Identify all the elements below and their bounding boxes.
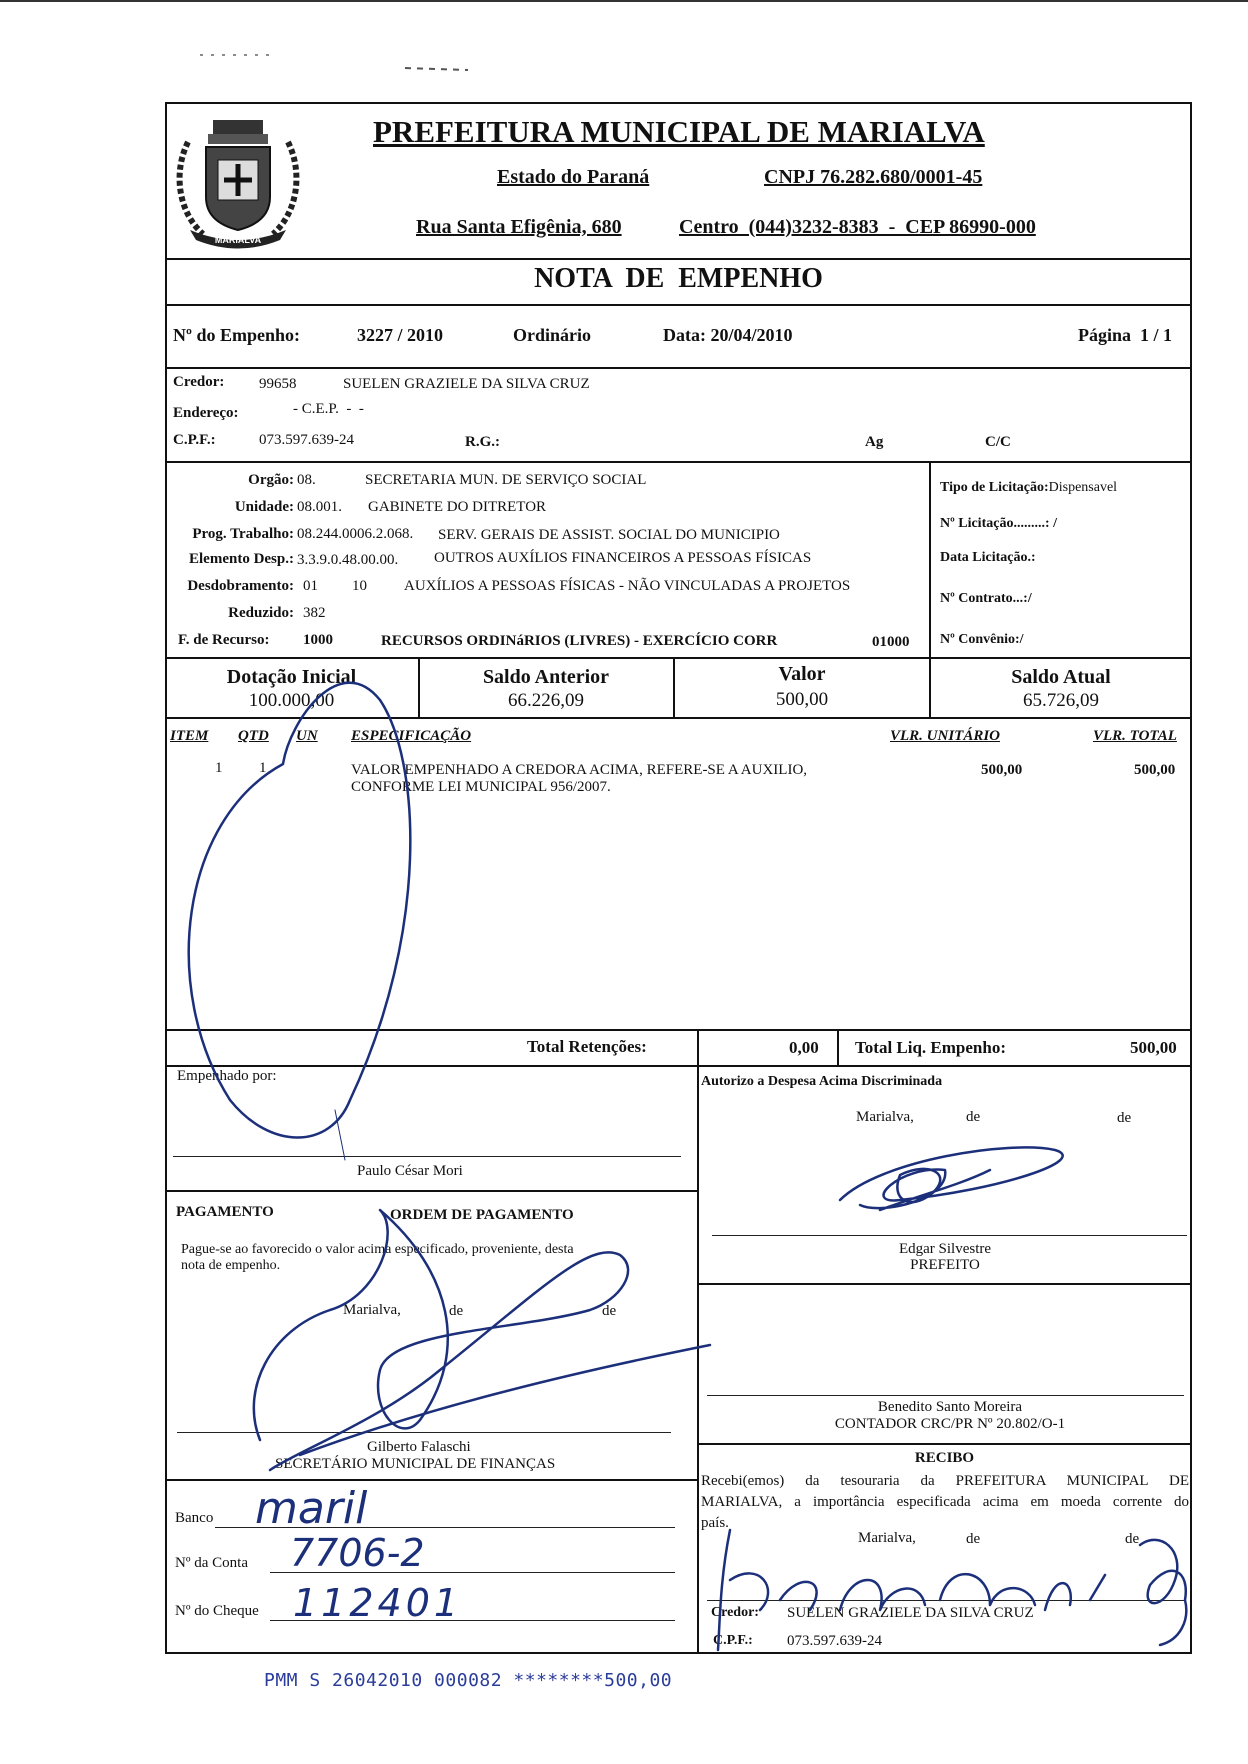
convenio-number: Nº Convênio:/ [940, 632, 1024, 647]
payment-stamp: PMM S 26042010 000082 ********500,00 [264, 1670, 673, 1691]
row-spec-line1: VALOR EMPENHADO A CREDORA ACIMA, REFERE-SE A AUXILIO, [351, 762, 808, 778]
credor-code: 99658 [259, 376, 297, 392]
contrato-number: Nº Contrato...:/ [940, 591, 1032, 606]
col-qtd-header: QTD [238, 728, 269, 744]
prog-desc: SERV. GERAIS DE ASSIST. SOCIAL DO MUNICIPIO [438, 527, 780, 543]
empenho-type: Ordinário [513, 325, 592, 345]
col-total-header: VLR. TOTAL [1093, 728, 1177, 744]
recibo-title: RECIBO [914, 1450, 975, 1466]
pagamento-text-line2: nota de empenho. [181, 1258, 281, 1273]
coat-of-arms-icon [168, 112, 308, 252]
recibo-city: Marialva, [858, 1530, 916, 1546]
cpf-label: C.P.F.: [173, 432, 216, 448]
cnpj-label: CNPJ 76.282.680/0001-45 [764, 166, 983, 188]
banco-handwritten: maril [255, 1483, 368, 1534]
row-spec-line2: CONFORME LEI MUNICIPAL 956/2007. [351, 779, 611, 795]
licitacao-type-label: Tipo de Licitação: [940, 480, 1049, 495]
scan-marks [0, 0, 1248, 100]
contador-name: Benedito Santo Moreira [877, 1399, 1023, 1415]
dotacao-label: Dotação Inicial [226, 666, 357, 688]
empenho-number-label: Nº do Empenho: [173, 325, 300, 345]
recibo-de2: de [1125, 1531, 1140, 1547]
autorizo-de1: de [966, 1109, 981, 1125]
contador-role: CONTADOR CRC/PR Nº 20.802/O-1 [834, 1416, 1066, 1432]
cheque-label: Nº do Cheque [175, 1603, 259, 1619]
total-liquido-label: Total Liq. Empenho: [855, 1038, 1006, 1057]
col-spec-header: ESPECIFICAÇÃO [351, 728, 472, 744]
row-item: 1 [215, 760, 223, 776]
coat-of-arms-text: MARIALVA [214, 235, 262, 245]
recurso-desc: RECURSOS ORDINáRIOS (LIVRES) - EXERCÍCIO CORR [381, 633, 778, 649]
cc-label: C/C [985, 434, 1011, 450]
elem-label: Elemento Desp.: [189, 551, 294, 567]
prefeito-name: Edgar Silvestre [898, 1241, 992, 1257]
recibo-line1: Recebi(emos) da tesouraria da PREFEITURA MUNICIPAL DE [701, 1473, 1189, 1489]
rg-label: R.G.: [465, 434, 500, 450]
col-un-header: UN [296, 728, 318, 744]
address-label: Rua Santa Efigênia, 680 [416, 216, 622, 238]
desd-code2: 10 [352, 578, 367, 594]
pagamento-text-line1: Pague-se ao favorecido o valor acima especificado, proveniente, desta [181, 1242, 574, 1257]
address-field-label: Endereço: [173, 405, 239, 421]
orgao-code: 08. [297, 472, 316, 488]
desd-label: Desdobramento: [187, 578, 294, 594]
row-total-value: 500,00 [1134, 762, 1176, 778]
total-retencoes-label: Total Retenções: [527, 1037, 647, 1056]
financas-name: Gilberto Falaschi [367, 1439, 471, 1455]
empenho-date: Data: 20/04/2010 [663, 325, 793, 345]
total-liquido-value: 500,00 [1130, 1038, 1177, 1057]
address-field-value: - C.E.P. - - [293, 401, 364, 417]
recurso-label: F. de Recurso: [178, 632, 270, 648]
conta-handwritten: 7706-2 [290, 1531, 425, 1575]
banco-label: Banco [175, 1510, 214, 1526]
recibo-line3: país. [701, 1515, 729, 1531]
credor-label: Credor: [173, 374, 225, 390]
orgao-desc: SECRETARIA MUN. DE SERVIÇO SOCIAL [365, 472, 647, 488]
ag-label: Ag [865, 434, 884, 450]
desd-code1: 01 [303, 578, 318, 594]
reduzido-value: 382 [303, 605, 326, 621]
unidade-label: Unidade: [234, 499, 294, 515]
recibo-cpf-label: C.P.F.: [713, 1633, 753, 1648]
empenhado-name: Paulo César Mori [357, 1163, 463, 1179]
recibo-credor-name: SUELEN GRAZIELE DA SILVA CRUZ [787, 1605, 1034, 1621]
cpf-value: 073.597.639-24 [259, 432, 354, 448]
saldo-anterior-value: 66.226,09 [508, 690, 584, 711]
recibo-de1: de [966, 1531, 981, 1547]
desd-desc: AUXÍLIOS A PESSOAS FÍSICAS - NÃO VINCULADAS A PROJETOS [404, 578, 851, 594]
cheque-handwritten: 112401 [293, 1581, 463, 1625]
empenho-number: 3227 / 2010 [357, 325, 444, 345]
col-unit-header: VLR. UNITÁRIO [890, 728, 1001, 744]
total-retencoes-value: 0,00 [789, 1038, 819, 1057]
autorizo-label: Autorizo a Despesa Acima Discriminada [701, 1074, 943, 1089]
conta-label: Nº da Conta [175, 1555, 248, 1571]
pagamento-de2: de [602, 1303, 617, 1319]
row-qtd: 1 [259, 760, 267, 776]
saldo-anterior-label: Saldo Anterior [482, 666, 610, 688]
reduzido-label: Reduzido: [228, 605, 294, 621]
valor-label: Valor [778, 663, 826, 685]
contact-label: Centro (044)3232-8383 - CEP 86990-000 [679, 216, 1036, 238]
licitacao-type [940, 480, 1117, 496]
prefeito-role: PREFEITO [910, 1257, 980, 1273]
credor-name: SUELEN GRAZIELE DA SILVA CRUZ [343, 376, 590, 392]
recibo-cpf-value: 073.597.639-24 [787, 1633, 882, 1649]
ordem-pagamento-label: ORDEM DE PAGAMENTO [390, 1207, 574, 1223]
autorizo-de2: de [1117, 1110, 1132, 1126]
col-item-header: ITEM [170, 728, 209, 744]
orgao-label: Orgão: [248, 472, 294, 488]
row-unit-value: 500,00 [981, 762, 1023, 778]
unidade-desc: GABINETE DO DITRETOR [368, 499, 547, 515]
financas-role: SECRETÁRIO MUNICIPAL DE FINANÇAS [275, 1456, 556, 1472]
autorizo-city: Marialva, [856, 1109, 914, 1125]
saldo-atual-value: 65.726,09 [1023, 690, 1099, 711]
document-title: NOTA DE EMPENHO [534, 263, 823, 294]
licitacao-type-value: Dispensavel [1048, 480, 1118, 495]
prog-code: 08.244.0006.2.068. [297, 526, 414, 542]
page-number: Página 1 / 1 [1078, 325, 1173, 345]
recurso-code2: 01000 [872, 634, 910, 650]
recibo-credor-label: Credor: [711, 1605, 759, 1620]
elem-code: 3.3.9.0.48.00.00. [297, 552, 399, 568]
page-title: PREFEITURA MUNICIPAL DE MARIALVA [373, 114, 985, 149]
dotacao-value: 100.000,00 [248, 690, 335, 711]
recurso-code: 1000 [303, 632, 333, 648]
pagamento-label: PAGAMENTO [176, 1204, 274, 1220]
empenhado-label: Empenhado por: [177, 1068, 277, 1084]
valor-value: 500,00 [775, 689, 829, 710]
licitacao-number: Nº Licitação.........: / [940, 516, 1057, 531]
prog-label: Prog. Trabalho: [192, 526, 294, 542]
recibo-line2: MARIALVA, a importância especificada acima em moeda corrente do [701, 1494, 1189, 1510]
unidade-code: 08.001. [297, 499, 342, 515]
licitacao-date: Data Licitação.: [940, 550, 1036, 565]
pagamento-city: Marialva, [343, 1302, 401, 1318]
pagamento-de1: de [449, 1303, 464, 1319]
elem-desc: OUTROS AUXÍLIOS FINANCEIROS A PESSOAS FÍSICAS [434, 550, 812, 566]
saldo-atual-label: Saldo Atual [1011, 666, 1111, 688]
state-label: Estado do Paraná [497, 166, 650, 188]
